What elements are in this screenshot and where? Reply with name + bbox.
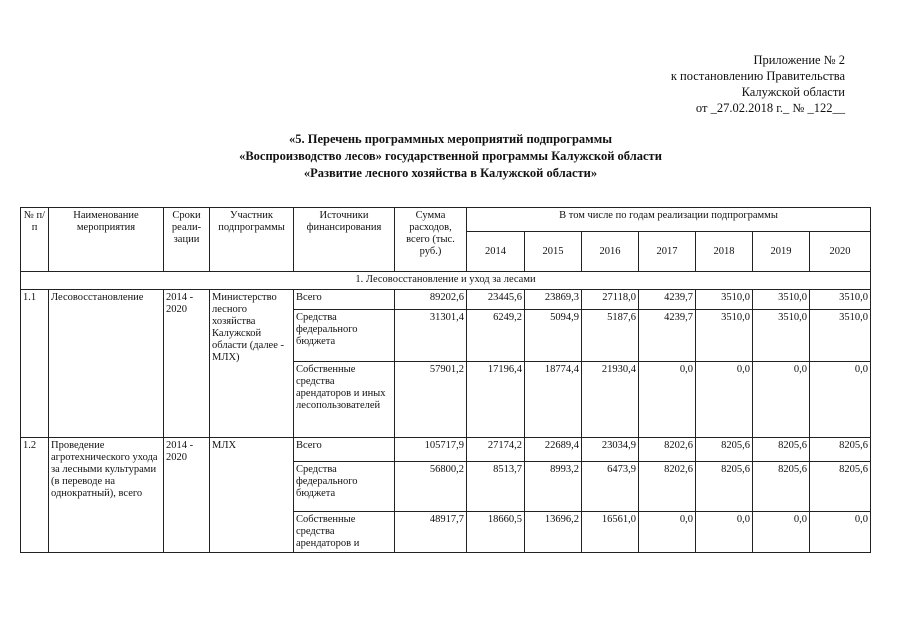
title-line: «Развитие лесного хозяйства в Калужской области»	[303, 166, 598, 180]
year-value: 8202,6	[639, 438, 696, 462]
year-value: 8205,6	[696, 438, 753, 462]
row-sum: 31301,4	[395, 310, 467, 362]
row-name: Проведение агротехнического ухода за лесными культурами (в переводе на однократный), всего	[49, 438, 164, 553]
year-value: 3510,0	[753, 290, 810, 310]
row-period: 2014 - 2020	[164, 290, 210, 438]
appendix-line: Калужской области	[741, 85, 845, 99]
header-year: 2020	[810, 232, 871, 272]
document-title	[0, 131, 905, 182]
row-source: Средства федерального бюджета	[294, 462, 395, 512]
year-value: 5187,6	[582, 310, 639, 362]
title-line: «5. Перечень программных мероприятий подпрограммы	[289, 132, 612, 146]
year-value: 8205,6	[696, 462, 753, 512]
year-value: 4239,7	[639, 310, 696, 362]
row-source: Всего	[294, 290, 395, 310]
header-participant: Участник подпрограммы	[210, 208, 294, 272]
year-value: 4239,7	[639, 290, 696, 310]
year-value: 3510,0	[696, 290, 753, 310]
row-source: Собственные средства арендаторов и	[294, 512, 395, 553]
title-line: «Воспроизводство лесов» государственной программы Калужской области	[239, 149, 662, 163]
appendix-date-number: от _27.02.2018 г._ № _122__	[695, 101, 845, 115]
header-year: 2017	[639, 232, 696, 272]
year-value: 23869,3	[525, 290, 582, 310]
row-sum: 89202,6	[395, 290, 467, 310]
section-title: 1. Лесовосстановление и уход за лесами	[21, 272, 871, 290]
year-value: 6249,2	[467, 310, 525, 362]
year-value: 23034,9	[582, 438, 639, 462]
year-value: 27118,0	[582, 290, 639, 310]
row-source: Всего	[294, 438, 395, 462]
year-value: 8205,6	[753, 462, 810, 512]
year-value: 0,0	[696, 512, 753, 553]
year-value: 3510,0	[810, 290, 871, 310]
row-num: 1.1	[21, 290, 49, 438]
year-value: 23445,6	[467, 290, 525, 310]
year-value: 6473,9	[582, 462, 639, 512]
appendix-line: Приложение № 2	[753, 53, 845, 67]
header-num: № п/п	[21, 208, 49, 272]
year-value: 8205,6	[810, 438, 871, 462]
row-period: 2014 - 2020	[164, 438, 210, 553]
row-sum: 105717,9	[395, 438, 467, 462]
row-sum: 57901,2	[395, 362, 467, 438]
row-name: Лесовосстановление	[49, 290, 164, 438]
year-value: 0,0	[639, 512, 696, 553]
year-value: 13696,2	[525, 512, 582, 553]
year-value: 0,0	[810, 362, 871, 438]
measures-table	[20, 207, 871, 553]
year-value: 0,0	[753, 512, 810, 553]
year-value: 3510,0	[696, 310, 753, 362]
header-name: Наименование мероприятия	[49, 208, 164, 272]
year-value: 0,0	[810, 512, 871, 553]
row-participant: МЛХ	[210, 438, 294, 553]
year-value: 8205,6	[753, 438, 810, 462]
table-row	[21, 438, 871, 462]
year-value: 0,0	[696, 362, 753, 438]
header-year: 2014	[467, 232, 525, 272]
year-value: 18660,5	[467, 512, 525, 553]
header-sources: Источники финансирования	[294, 208, 395, 272]
appendix-block	[671, 52, 845, 116]
row-num: 1.2	[21, 438, 49, 553]
year-value: 3510,0	[810, 310, 871, 362]
header-year: 2016	[582, 232, 639, 272]
year-value: 0,0	[639, 362, 696, 438]
header-period: Сроки реали-зации	[164, 208, 210, 272]
year-value: 22689,4	[525, 438, 582, 462]
row-source: Средства федерального бюджета	[294, 310, 395, 362]
row-sum: 48917,7	[395, 512, 467, 553]
row-participant: Министерство лесного хозяйства Калужской области (далее - МЛХ)	[210, 290, 294, 438]
header-year: 2019	[753, 232, 810, 272]
year-value: 8202,6	[639, 462, 696, 512]
year-value: 8205,6	[810, 462, 871, 512]
row-source: Собственные средства арендаторов и иных лесопользователей	[294, 362, 395, 438]
appendix-line: к постановлению Правительства	[670, 69, 845, 83]
year-value: 18774,4	[525, 362, 582, 438]
year-value: 5094,9	[525, 310, 582, 362]
header-year: 2015	[525, 232, 582, 272]
year-value: 27174,2	[467, 438, 525, 462]
year-value: 8993,2	[525, 462, 582, 512]
year-value: 3510,0	[753, 310, 810, 362]
row-sum: 56800,2	[395, 462, 467, 512]
year-value: 8513,7	[467, 462, 525, 512]
year-value: 16561,0	[582, 512, 639, 553]
year-value: 0,0	[753, 362, 810, 438]
header-year: 2018	[696, 232, 753, 272]
table-row	[21, 290, 871, 310]
year-value: 21930,4	[582, 362, 639, 438]
header-sum: Сумма расходов, всего (тыс. руб.)	[395, 208, 467, 272]
year-value: 17196,4	[467, 362, 525, 438]
header-by-year: В том числе по годам реализации подпрограммы	[467, 208, 871, 232]
